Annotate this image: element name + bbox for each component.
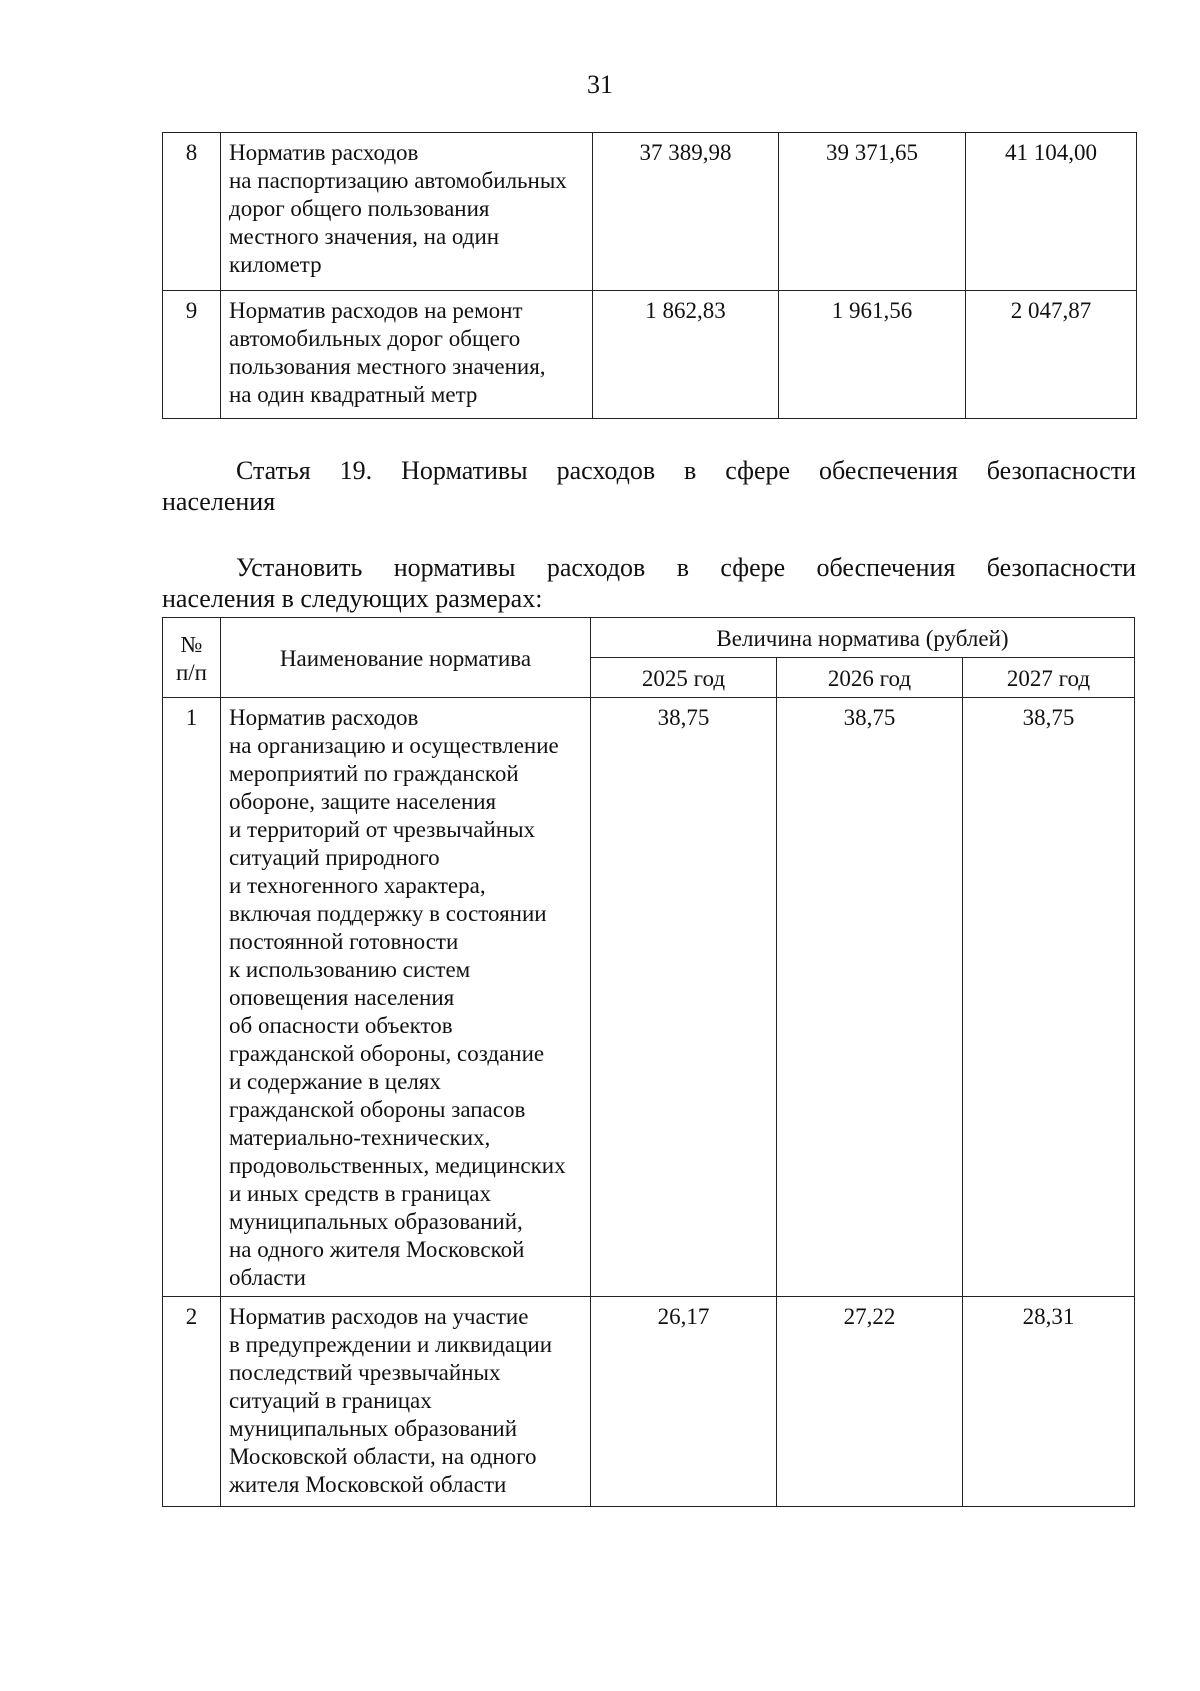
row-number: 8 (163, 133, 221, 291)
table-row (163, 291, 1137, 419)
road-norms-table (162, 132, 1137, 419)
value-2026: 27,22 (777, 1297, 963, 1507)
article-heading (162, 455, 1136, 517)
table-row (163, 133, 1137, 291)
norm-name: Норматив расходов на ремонт автомобильных дорог общего пользования местного значения, на один квадратный метр (221, 291, 593, 419)
header-num: № п/п (163, 618, 221, 698)
value-2026: 38,75 (777, 698, 963, 1297)
page-number: 31 (587, 70, 613, 99)
value-2025: 38,75 (591, 698, 777, 1297)
value-2027: 28,31 (963, 1297, 1135, 1507)
norm-name: Норматив расходов на паспортизацию автомобильных дорог общего пользования местного значения, на один километр (221, 133, 593, 291)
article-body-line: населения в следующих размерах: (162, 584, 543, 613)
value-2027: 41 104,00 (966, 133, 1137, 291)
header-year-2027: 2027 год (963, 658, 1135, 698)
article-body-line: Установить нормативы расходов в сфере обеспечения безопасности (236, 553, 1136, 582)
header-year-2025: 2025 год (591, 658, 777, 698)
row-number: 9 (163, 291, 221, 419)
norm-name: Норматив расходов на участие в предупреждении и ликвидации последствий чрезвычайных ситуаций в границах муниципальных образований Московской области, на одного жителя Московской области (221, 1297, 591, 1507)
article-heading-line: населения (162, 487, 276, 516)
value-2025: 37 389,98 (593, 133, 779, 291)
header-year-2026: 2026 год (777, 658, 963, 698)
value-2027: 2 047,87 (966, 291, 1137, 419)
safety-norms-table (162, 617, 1135, 1507)
header-name: Наименование норматива (221, 618, 591, 698)
value-2025: 26,17 (591, 1297, 777, 1507)
article-heading-line: Статья 19. Нормативы расходов в сфере обеспечения безопасности (236, 456, 1136, 485)
row-number: 2 (163, 1297, 221, 1507)
norm-name: Норматив расходов на организацию и осуществление мероприятий по гражданской обороне, защите населения и территорий от чрезвычайных ситуаций природного и техногенного характера, включая поддержку в состоянии постоянной готовности к использованию систем оповещения населения об опасности объектов гражданской обороны, создание и содержание в целях гражданской обороны запасов материально-технических, продовольственных, медицинских и иных средств в границах муниципальных образований, на одного жителя Московской области (221, 698, 591, 1297)
table-row (163, 1297, 1135, 1507)
value-2026: 1 961,56 (779, 291, 966, 419)
value-2026: 39 371,65 (779, 133, 966, 291)
row-number: 1 (163, 698, 221, 1297)
table-header-row (163, 618, 1135, 658)
value-2025: 1 862,83 (593, 291, 779, 419)
value-2027: 38,75 (963, 698, 1135, 1297)
header-value-group: Величина норматива (рублей) (591, 618, 1135, 658)
article-body (162, 552, 1136, 614)
table-row (163, 698, 1135, 1297)
